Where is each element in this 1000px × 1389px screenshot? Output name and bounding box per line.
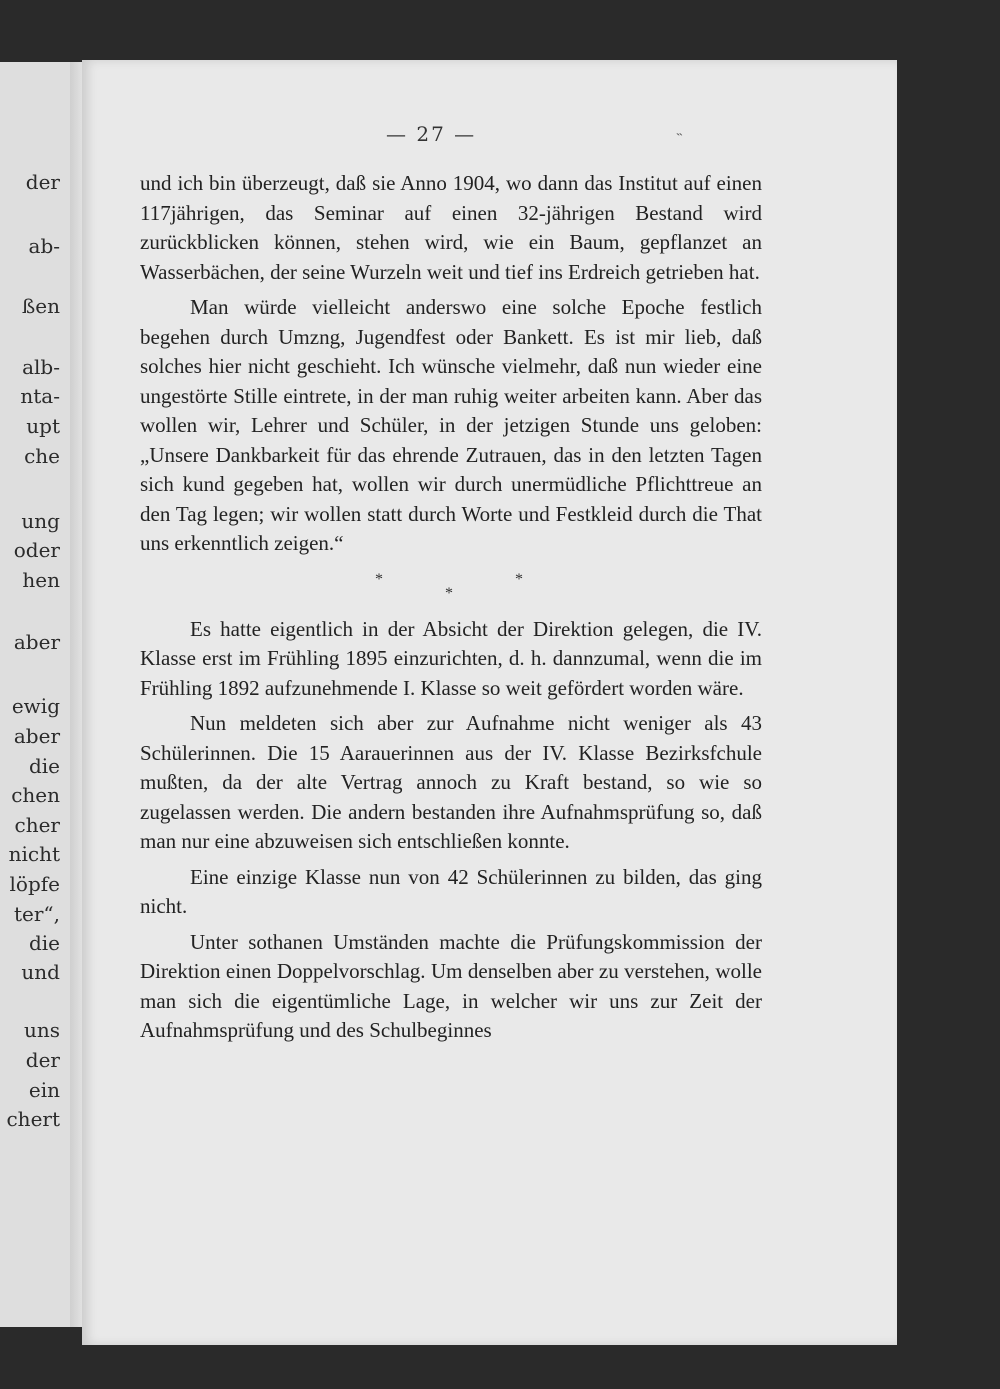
margin-fragment: nta- (20, 384, 60, 408)
margin-fragment: che (24, 444, 60, 468)
asterisk: * (445, 584, 453, 602)
margin-fragment: ein (28, 1078, 60, 1102)
printer-mark: ˵ (677, 125, 682, 141)
margin-fragment: ßen (21, 294, 60, 318)
paragraph: Man würde vielleicht anderswo eine solche Epoche festlich begehen durch Umzng, Jugendfest oder Bankett. Es ist mir lieb, daß solches hier nicht geschieht. Ich wünsche vielmehr, daß nun wieder eine ungestörte Stille eintrete, in der man ruhig weiter arbeiten kann. Aber das wollen wir, Lehrer und Schüler, in der jetzigen Stunde uns geloben: „Unsere Dankbarkeit für das ehrende Zutrauen, das in den letzten Tagen sich kund gegeben hat, wollen wir durch unermüdliche Pflichttreue an den Tag legen; wir wollen statt durch Worte und Festkleid durch die That uns erkenntlich zeigen.“ (140, 295, 762, 555)
page-body (140, 169, 762, 1052)
margin-fragment: die (28, 754, 60, 778)
margin-fragment: ter“, (13, 902, 60, 926)
margin-fragment: die (28, 931, 60, 955)
margin-fragment: nicht (8, 842, 60, 866)
margin-fragment: aber (13, 630, 60, 654)
margin-fragment: ab- (28, 234, 60, 258)
section-separator (140, 565, 762, 615)
margin-fragment: aber (13, 724, 60, 748)
margin-fragment: cher (14, 813, 60, 837)
margin-fragment: oder (13, 538, 60, 562)
margin-fragment: hen (22, 568, 60, 592)
page-number: — 27 — (386, 122, 477, 146)
margin-fragment: und (21, 960, 60, 984)
paragraph: Es hatte eigentlich in der Absicht der Direktion gelegen, die IV. Klasse erst im Frühling 1895 einzurichten, d. h. dannzumal, wenn die im Frühling 1892 aufzunehmende I. Klasse so weit gefördert worden wäre. (140, 616, 762, 700)
paragraph: Eine einzige Klasse nun von 42 Schülerinnen zu bilden, das ging nicht. (140, 864, 762, 918)
facing-page-edge (0, 62, 78, 1327)
margin-fragment: uns (23, 1018, 60, 1042)
margin-fragment: ung (21, 509, 60, 533)
asterisk: * (375, 570, 383, 588)
asterisk: * (515, 570, 523, 588)
margin-fragment: ewig (11, 694, 60, 718)
margin-fragment: der (25, 1048, 60, 1072)
margin-fragment: upt (26, 414, 60, 438)
margin-fragment: chert (6, 1107, 60, 1131)
paragraph: und ich bin überzeugt, daß sie Anno 1904, wo dann das Institut auf einen 117jährigen, das Seminar auf einen 32-jährigen Bestand wird zurückblicken können, stehen wird, wie ein Baum, gepflanzet an Wasserbächen, der seine Wurzeln weit und tief ins Erdreich getrieben hat. (140, 171, 762, 284)
paragraph: Nun meldeten sich aber zur Aufnahme nicht weniger als 43 Schülerinnen. Die 15 Aarauerinnen aus der IV. Klasse Bezirksfchule mußten, da der alte Vertrag annoch zu Kraft bestand, so wie so zugelassen werden. Die andern bestanden ihre Aufnahmsprüfung so, daß man nur eine abzuweisen sich entschließen konnte. (140, 711, 762, 853)
margin-fragment: der (25, 170, 60, 194)
margin-fragment: alb- (22, 355, 60, 379)
margin-fragment: löpfe (9, 872, 60, 896)
paragraph: Unter sothanen Umständen machte die Prüfungskommission der Direktion einen Doppelvorschlag. Um denselben aber zu verstehen, wolle man sich die eigentümliche Lage, in welcher wir uns zur Zeit der Aufnahmsprüfung und des Schulbeginnes (140, 929, 762, 1042)
margin-fragment: chen (11, 783, 60, 807)
